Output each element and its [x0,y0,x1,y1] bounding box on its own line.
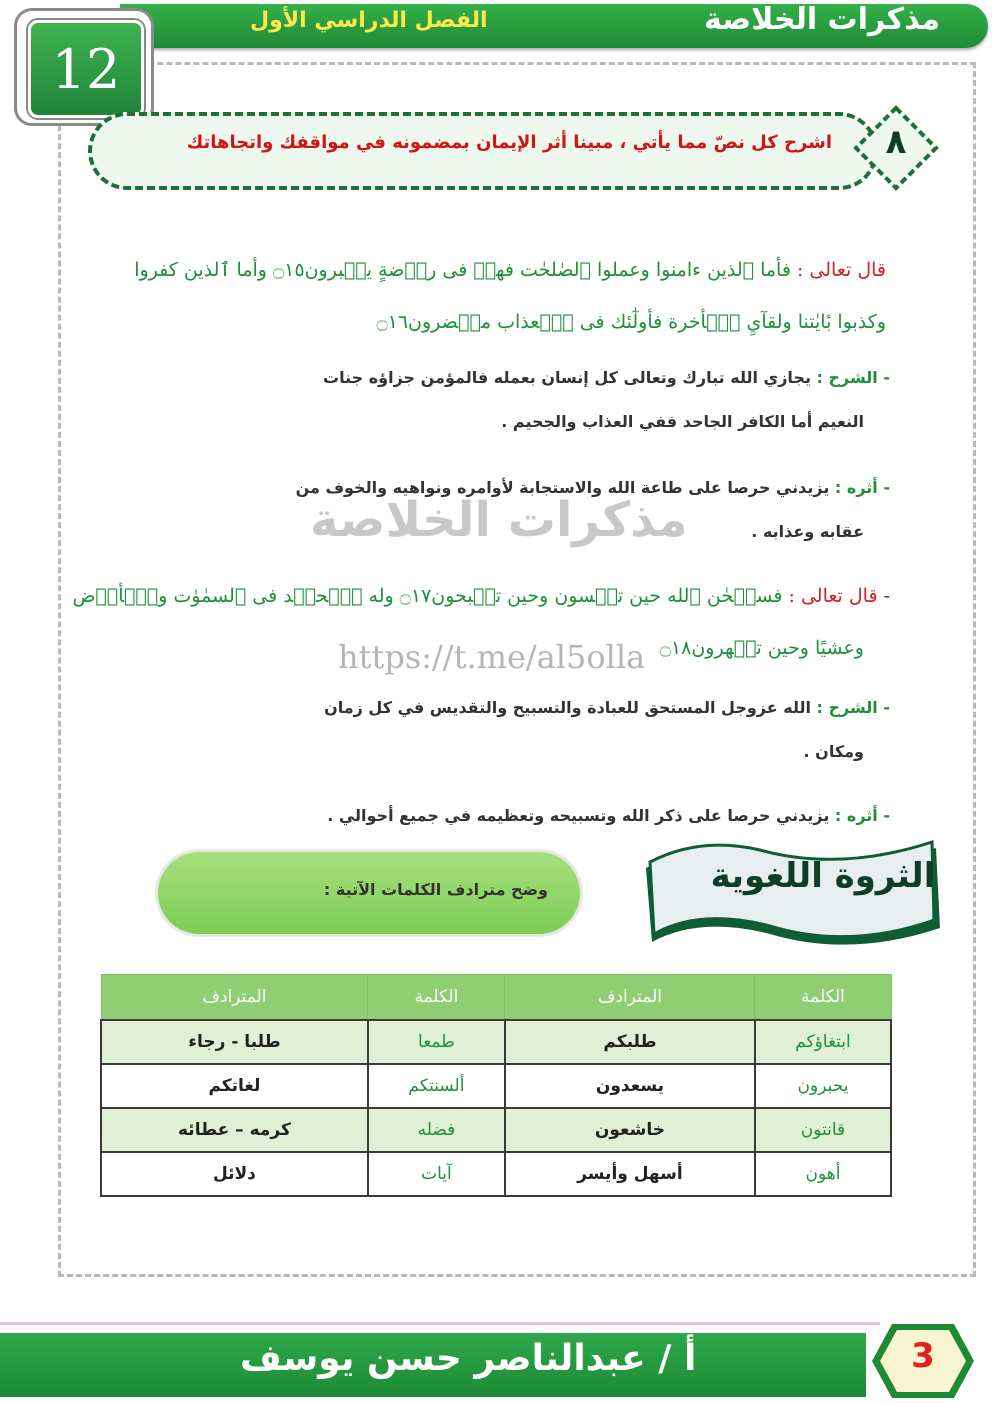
effect-text: عقابه وعذابه . [751,522,864,541]
word-cell: ابتغاؤكم [755,1020,891,1064]
word-cell: قانتون [755,1108,891,1152]
footer-number: 3 [911,1336,935,1376]
author-name: أ / عبدالناصر حسن يوسف [240,1338,697,1379]
word-cell: أهون [755,1152,891,1196]
bullet-dash: - [877,368,890,387]
word-cell: يحبرون [755,1064,891,1108]
column-header: الكلمة [755,975,891,1021]
word-cell: فضله [368,1108,505,1152]
vocabulary-table [100,974,892,1197]
explanation-text: يجازي الله تبارك وتعالى كل إنسان بعمله فالمؤمن جزاؤه جنات [322,368,811,387]
explanation-label: الشرح : [816,698,878,717]
synonym-cell: دلائل [101,1152,368,1196]
effect-label: أثره : [834,478,878,497]
table-row [101,1152,891,1196]
question-number: ٨ [885,122,907,162]
synonym-cell: لغاتكم [101,1064,368,1108]
verse-text: وعشيًا وحين تظۡهرون۝١٨ [659,637,864,659]
vocabulary-title: الثروة اللغوية [710,856,936,896]
explanation-text: النعيم أما الكافر الجاحد ففي العذاب والجحيم . [501,412,864,431]
explanation-text: ومكان . [803,742,864,761]
synonym-cell: خاشعون [505,1108,755,1152]
instruction-text: وضح مترادف الكلمات الآتية : [323,880,548,899]
synonym-cell: يسعدون [505,1064,755,1108]
bullet-dash: - [877,806,890,825]
verse-text: وكذبوا بٔايٰتنا ولقآيِ ٱلۡأخرة فأولٰٓئك فى ٱلۡعذاب محۡضرون۝١٦ [376,311,886,333]
synonym-cell: أسهل وأيسر [505,1152,755,1196]
word-cell: ألسنتكم [368,1064,505,1108]
verse-text: فسبۡحٰن ٱلله حين تمۡسون وحين تصۡبحون۝١٧ وله ٱلۡحمۡد فى ٱلسمٰوٰت وٱلۡأرۡض [72,585,783,607]
effect-label: أثره : [834,806,878,825]
synonym-cell: طلبا - رجاء [101,1020,368,1064]
bullet-dash: - [877,698,890,717]
verse-label: قال تعالى : [796,259,886,281]
word-cell: آيات [368,1152,505,1196]
semester-label: الفصل الدراسي الأول [250,8,488,33]
page-number: 12 [28,20,144,118]
synonym-cell: طلبكم [505,1020,755,1064]
bullet-dash: - [877,478,890,497]
table-row [101,1064,891,1108]
column-header: الكلمة [368,975,505,1021]
brand-title: مذكرات الخلاصة [703,2,940,37]
column-header: المترادف [505,975,755,1021]
synonym-cell: كرمه – عطائه [101,1108,368,1152]
telegram-link[interactable]: https://t.me/al5olla [338,638,646,676]
table-row [101,1020,891,1064]
bullet-dash: - [877,585,890,607]
verse-1 [86,244,886,348]
word-cell: طمعا [368,1020,505,1064]
effect-text: يزيدني حرصا على طاعة الله والاستجابة لأوامره ونواهيه والخوف من [295,478,830,497]
question-text: اشرح كل نصّ مما يأتي ، مبينا أثر الإيمان بمضمونه في مواقفك واتجاهاتك [186,132,832,153]
watermark: مذكرات الخلاصة [310,492,688,548]
explanation-text: الله عزوجل المستحق للعبادة والتسبيح والتقديس في كل زمان [324,698,811,717]
table-row [101,1108,891,1152]
explanation-label: الشرح : [816,368,878,387]
explanation-2 [110,686,890,774]
verse-label: قال تعالى : [788,585,878,607]
verse-text: فأما ٱلذين ءامنوا وعملوا ٱلصٰلحٰت فهمۡ فى روۡضةٍ يحۡبرون۝١٥ وأما ٱلذين كفروا [134,259,791,281]
explanation-1 [110,356,890,444]
effect-text: يزيدني حرصا على ذكر الله وتسبيحه وتعظيمه في جميع أحوالي . [327,806,830,825]
effect-2 [110,794,890,838]
column-header: المترادف [101,975,368,1021]
